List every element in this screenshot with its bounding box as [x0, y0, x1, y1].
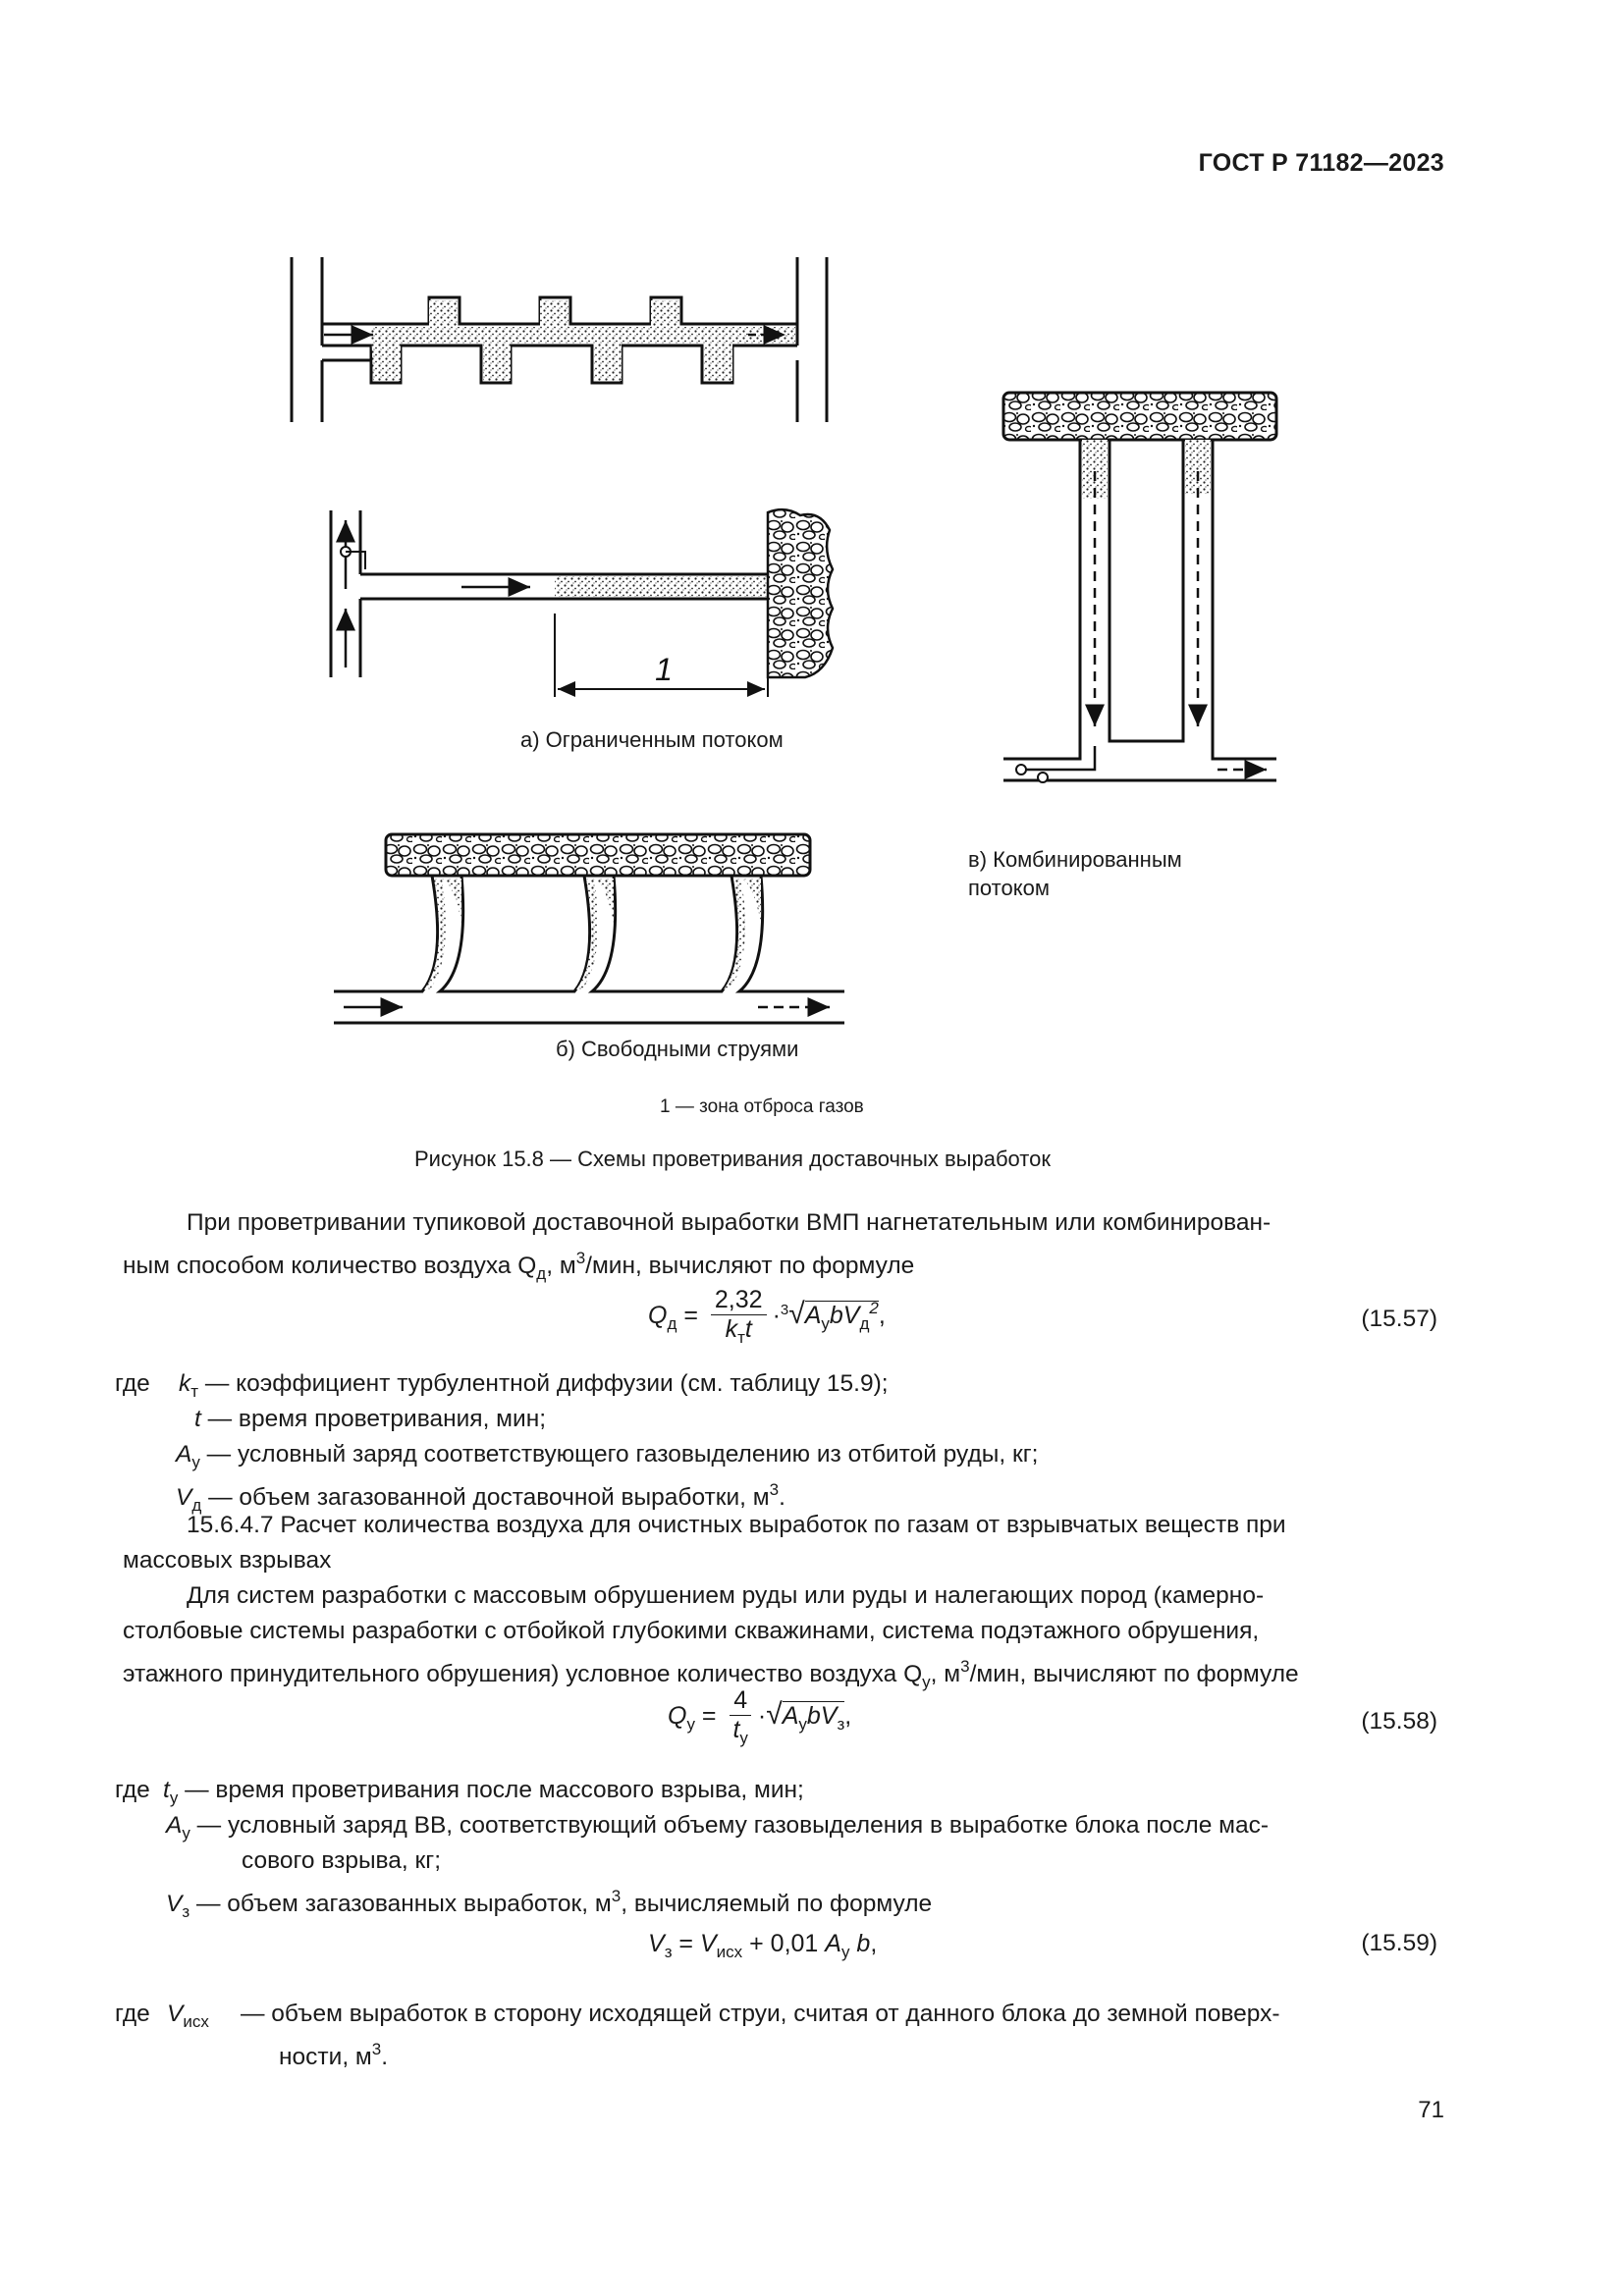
- paragraph-1: [123, 1205, 1436, 1292]
- where-item: t — время проветривания, мин;: [194, 1406, 547, 1432]
- document-id: ГОСТ Р 71182—2023: [1198, 149, 1444, 177]
- where-item: $A_у$ — условный заряд ВВ, соответствующий объему газовыделения в выработке блока после мас-: [166, 1812, 1270, 1842]
- diagram-b: [334, 834, 844, 1023]
- paragraph-2: [123, 1578, 1436, 1700]
- where-item-continued: ности, $м^3$.: [279, 2040, 389, 2070]
- section-line2: массовых взрывах: [123, 1547, 332, 1574]
- caption-v-line1: в) Комбинированным: [968, 847, 1182, 872]
- equation-number-15-57: (15.57): [1361, 1306, 1437, 1332]
- where-word: где: [115, 1370, 150, 1397]
- rock-face-icon: [768, 509, 833, 677]
- where-item: $t_у$ — время проветривания после массового взрыва, мин;: [163, 1777, 804, 1807]
- caption-b: б) Свободными струями: [556, 1037, 799, 1061]
- where-item: — объем выработок в сторону исходящей струи, считая от данного блока до земной поверх-: [241, 2001, 1280, 2027]
- section-line1: 15.6.4.7 Расчет количества воздуха для очистных выработок по газам от взрывчатых веществ при: [187, 1512, 1286, 1538]
- zone-marker: 1: [655, 652, 673, 687]
- where-item: $V_д$ — объем загазованной доставочной выработки, $м^3$.: [176, 1480, 785, 1515]
- gas-zone-a-top: [371, 300, 795, 381]
- ventilation-schemes-figure: [0, 0, 1624, 1139]
- where-item: $A_у$ — условный заряд соответствующего газовыделению из отбитой руды, кг;: [176, 1441, 1039, 1471]
- gas-zone-a-bottom: [555, 576, 768, 597]
- where-item-continued: сового взрыва, кг;: [242, 1847, 441, 1874]
- equation-number-15-59: (15.59): [1361, 1930, 1437, 1956]
- paragraph-2-line3: этажного принудительного обрушения) условное количество воздуха $Q_у$, $м^3$/мин, вычисляют по формуле: [123, 1657, 1299, 1691]
- equation-15-59: $V_з = V_{исх} + 0,01$ $A_у$ b,: [648, 1930, 878, 1961]
- where-word: где: [115, 2001, 150, 2027]
- equation-15-58: $Q_у$ = $\frac{4}{t_у}$ $\cdot√A_уbV_з$,: [668, 1686, 852, 1747]
- figure-title: Рисунок 15.8 — Схемы проветривания доставочных выработок: [414, 1147, 1052, 1171]
- diagram-v: [1003, 393, 1276, 782]
- where-word: где: [115, 1777, 150, 1803]
- equation-15-57: $Q_д$ = $\frac{2,32}{k_тt}$ $\cdot^3√A_уbV_д^2$,: [648, 1286, 886, 1347]
- paragraph-1-line1: При проветривании тупиковой доставочной выработки ВМП нагнетательным или комбинирован-: [187, 1209, 1272, 1236]
- where-symbol: $V_{исх}$: [167, 2001, 209, 2031]
- where-item: $V_з$ — объем загазованных выработок, $м^3$, вычисляемый по формуле: [166, 1887, 933, 1921]
- paragraph-2-line1: Для систем разработки с массовым обрушением руды или руды и налегающих пород (камерно-: [187, 1582, 1265, 1609]
- paragraph-1-line2: ным способом количество воздуха $Q_д$, $м^3$/мин, вычисляют по формуле: [123, 1249, 915, 1283]
- equation-number-15-58: (15.58): [1361, 1708, 1437, 1735]
- section-15-6-4-7: [123, 1508, 1436, 1578]
- page-number: 71: [1418, 2097, 1444, 2123]
- caption-v-line2: потоком: [968, 876, 1050, 900]
- figure-note: 1 — зона отброса газов: [660, 1096, 864, 1117]
- caption-a: а) Ограниченным потоком: [520, 727, 784, 752]
- where-item: $k_т$ — коэффициент турбулентной диффузии (см. таблицу 15.9);: [179, 1370, 889, 1401]
- paragraph-2-line2: столбовые системы разработки с отбойкой глубокими скважинами, система подэтажного обрушения,: [123, 1618, 1260, 1644]
